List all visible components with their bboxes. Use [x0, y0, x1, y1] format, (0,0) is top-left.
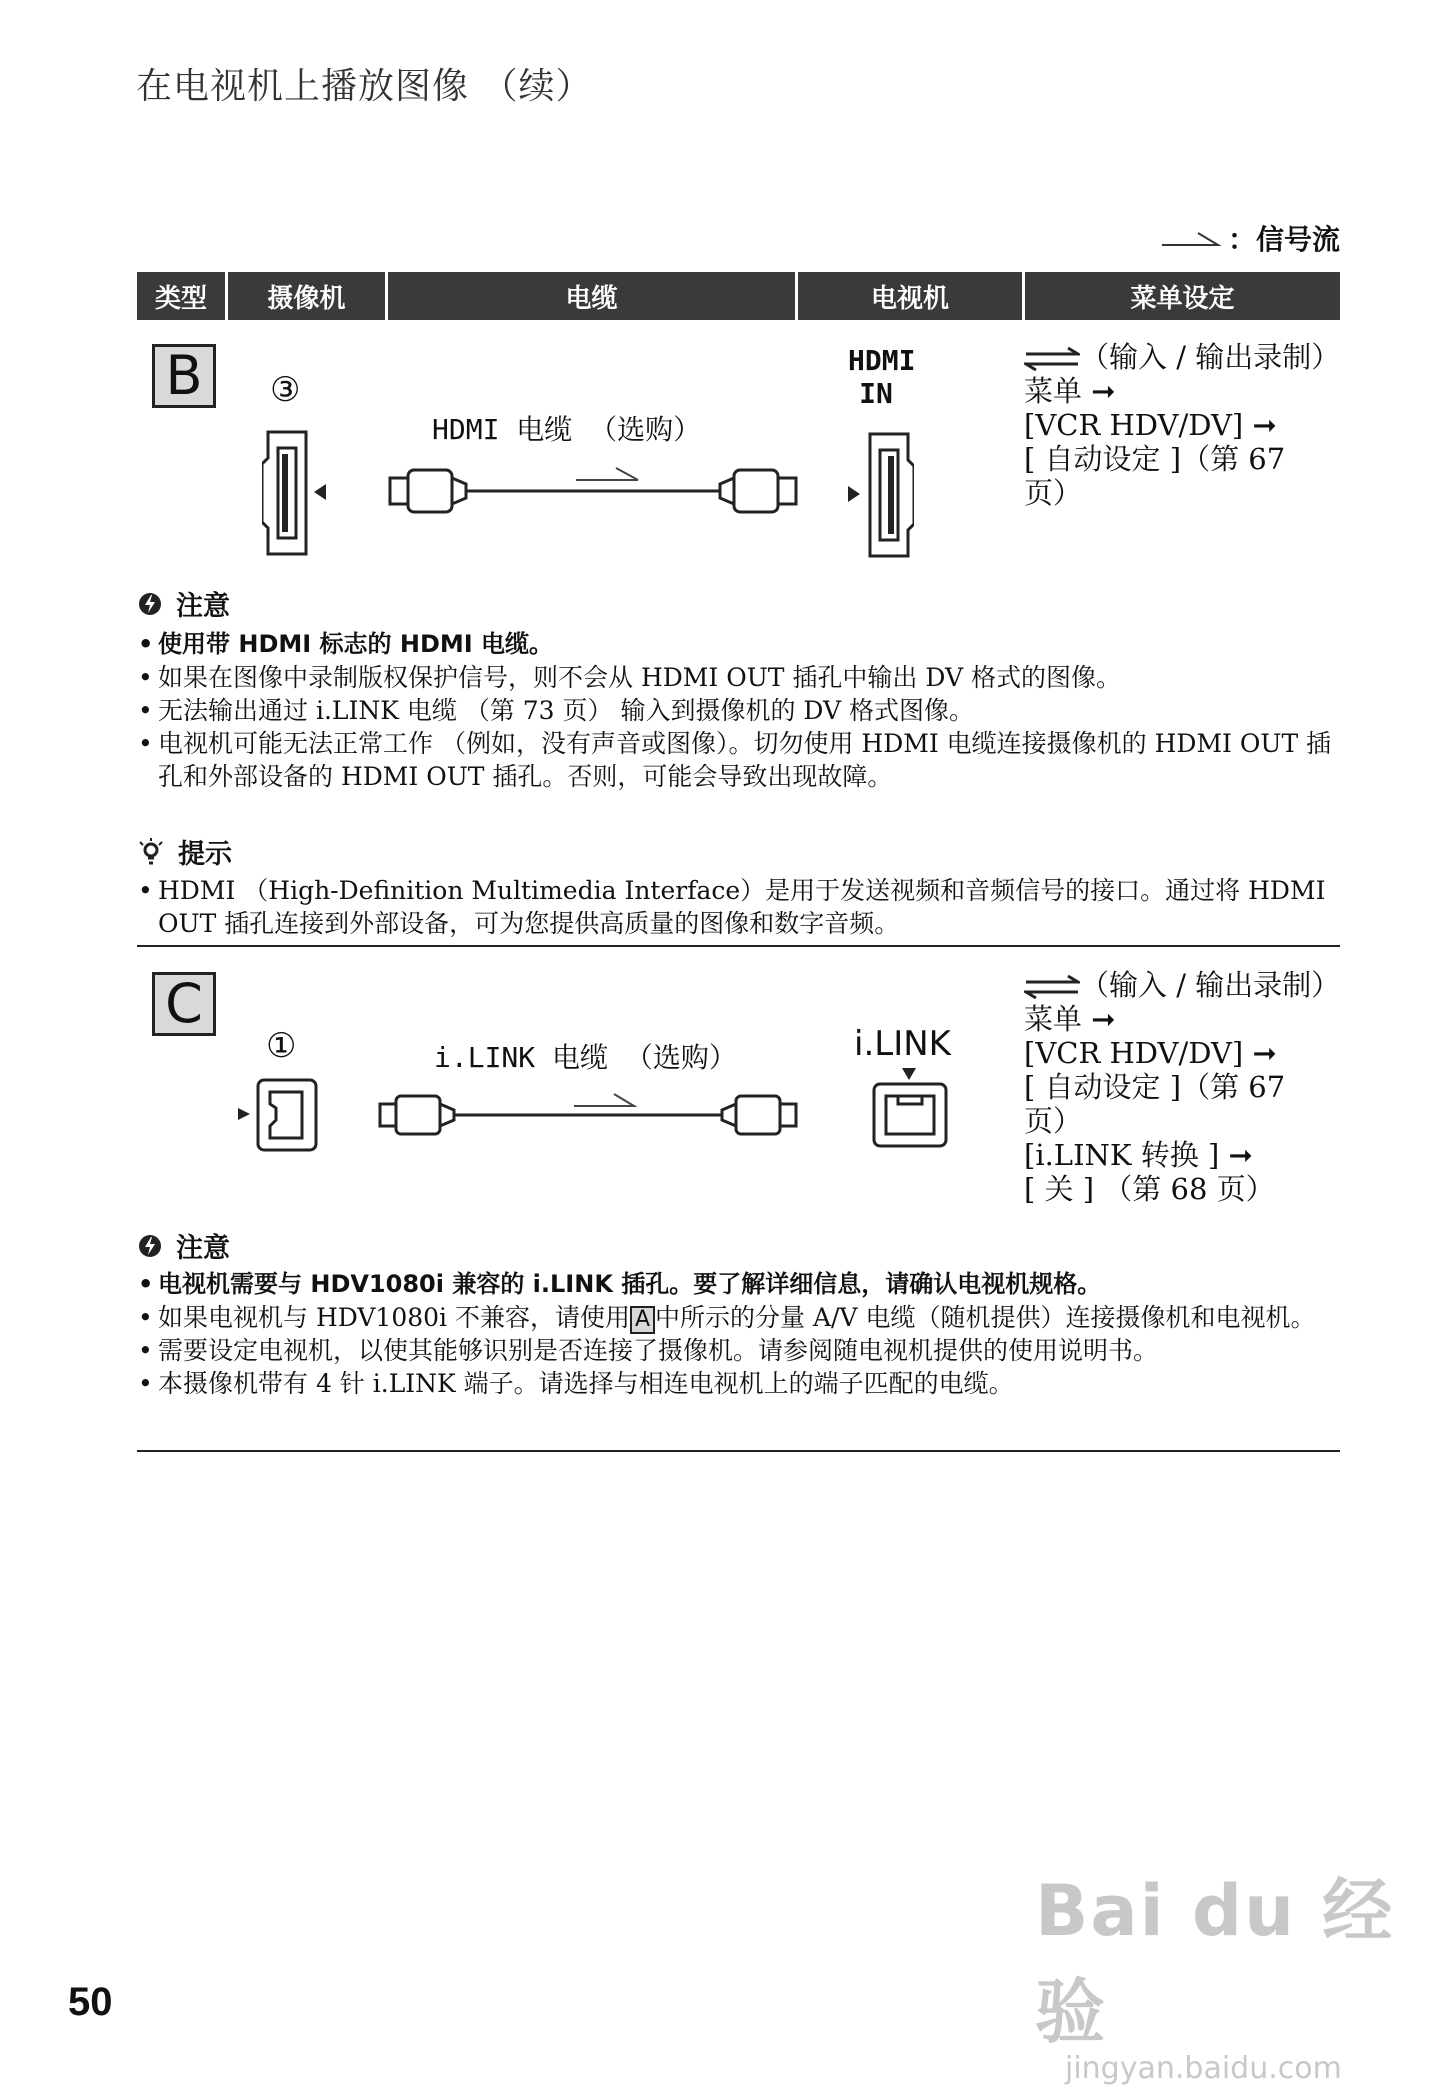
page-number: 50: [68, 1980, 113, 2024]
section-b-caution-heading: 注意: [138, 584, 230, 623]
signal-flow-arrow-icon: [1160, 227, 1222, 249]
input-output-rec-icon: [1024, 346, 1080, 372]
input-output-rec-icon: [1024, 974, 1080, 1000]
tv-hdmi-port-icon: [844, 430, 914, 560]
tv-ilink-label: i.LINK: [854, 1024, 951, 1064]
type-b-box: B: [152, 344, 216, 408]
table-header: [137, 272, 1340, 320]
hdmi-cable-icon: [388, 460, 798, 520]
ref-a-box: A: [630, 1306, 655, 1334]
list-item: • 使用带 HDMI 标志的 HDMI 电缆。: [138, 628, 1342, 661]
list-item: • 如果在图像中录制版权保护信号，则不会从 HDMI OUT 插孔中输出 DV 格式的图像。: [138, 661, 1342, 694]
list-item: • 电视机需要与 HDV1080i 兼容的 i.LINK 插孔。要了解详细信息，请确认电视机规格。: [138, 1268, 1342, 1301]
ilink-cable-icon: [378, 1090, 798, 1140]
header-type: 类型: [137, 272, 225, 320]
camera-ilink-port-icon: [236, 1076, 320, 1154]
header-cable: 电缆: [388, 272, 795, 320]
section-b-tip-list: [138, 874, 1342, 940]
caution-icon: [138, 592, 162, 616]
tv-ilink-port-icon: [870, 1066, 950, 1150]
section-divider: [137, 1450, 1340, 1452]
list-item: • 本摄像机带有 4 针 i.LINK 端子。请选择与相连电视机上的端子匹配的电缆。: [138, 1367, 1342, 1400]
list-item: • 需要设定电视机，以使其能够识别是否连接了摄像机。请参阅随电视机提供的使用说明书。: [138, 1334, 1342, 1367]
camera-port-number: ③: [270, 370, 301, 410]
section-c-caution-list: [138, 1268, 1342, 1400]
tip-lightbulb-icon: [138, 838, 164, 866]
watermark-brand: Bai du 经验: [1035, 1870, 1395, 2053]
baidu-watermark: [1035, 1855, 1452, 2086]
list-item: • HDMI （High-Definition Multimedia Interface）是用于发送视频和音频信号的接口。通过将 HDMI OUT 插孔连接到外部设备，可为您提供高质量的图像和数字音频。: [138, 874, 1342, 940]
list-item: • 电视机可能无法正常工作 （例如，没有声音或图像）。切勿使用 HDMI 电缆连接摄像机的 HDMI OUT 插孔和外部设备的 HDMI OUT 插孔。否则，可能会导致出现故障。: [138, 727, 1342, 793]
page-title: 在电视机上播放图像 （续）: [136, 66, 593, 107]
type-c-box: C: [152, 972, 216, 1036]
signal-flow-legend: [1160, 218, 1340, 258]
caution-icon: [138, 1234, 162, 1258]
list-item: • 无法输出通过 i.LINK 电缆 （第 73 页） 输入到摄像机的 DV 格式图像。: [138, 694, 1342, 727]
camera-hdmi-port-icon: [262, 428, 332, 558]
header-menu-setting: 菜单设定: [1025, 272, 1340, 320]
section-b-caution-list: [138, 628, 1342, 793]
section-c-menu-setting: （输入 / 输出录制） 菜单 ➞ [VCR HDV/DV] ➞ [ 自动设定 ]（第 67 页） [i.LINK 转换 ] ➞ [ 关 ] （第 68 页）: [1024, 968, 1341, 1206]
header-camcorder: 摄像机: [228, 272, 385, 320]
watermark-url: jingyan.baidu.com: [1065, 2051, 1342, 2086]
camera-port-number: ①: [266, 1026, 297, 1066]
section-b-menu-setting: （输入 / 输出录制） 菜单 ➞ [VCR HDV/DV] ➞ [ 自动设定 ]（第 67 页）: [1024, 340, 1341, 510]
legend-label: ：信号流: [1228, 223, 1341, 256]
header-tv: 电视机: [798, 272, 1022, 320]
list-item: • 如果电视机与 HDV1080i 不兼容，请使用 A 中所示的分量 A/V 电缆（随机提供）连接摄像机和电视机。: [138, 1301, 1342, 1334]
ilink-cable-label: i.LINK 电缆 （选购）: [434, 1041, 737, 1074]
hdmi-cable-label: HDMI 电缆 （选购）: [432, 413, 702, 446]
tv-hdmi-in-label: HDMI IN: [848, 344, 916, 410]
section-divider: [137, 945, 1340, 947]
section-b-tip-heading: 提示: [138, 832, 232, 871]
section-c-caution-heading: 注意: [138, 1226, 230, 1265]
